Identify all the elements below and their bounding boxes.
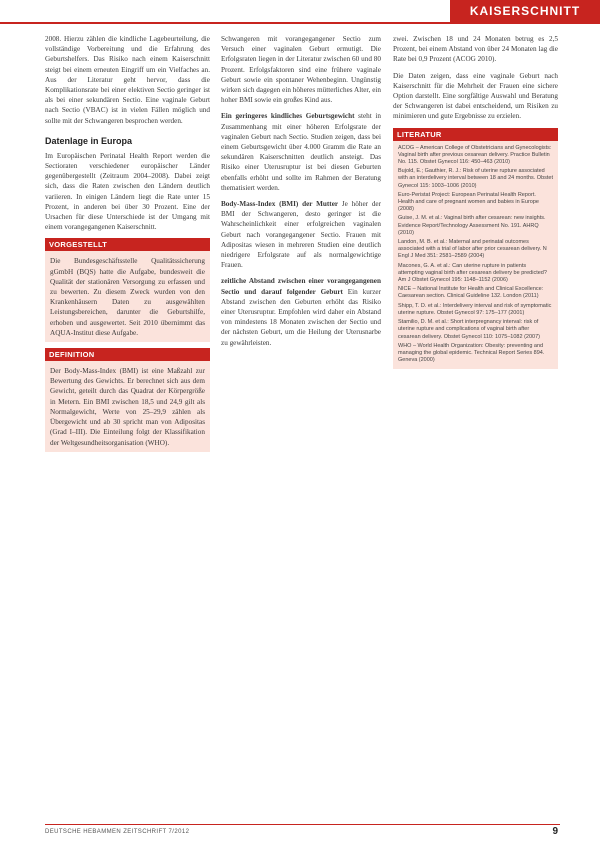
literature-entry: Stamilio, D. M. et al.: Short interpregnancy interval: risk of uterine rupture and complications of vaginal birth after cesarean delivery. Obstet Gynecol 110: 1075–1082 (2007) xyxy=(398,319,540,340)
literature-entry: WHO – World Health Organization: Obesity: preventing and managing the global epidemic. Technical Report Series 894. Geneva (2000) xyxy=(398,342,545,364)
footer-rule xyxy=(45,824,560,825)
literature-entry: Euro-Peristat Project: European Perinatal Health Report. Health and care of pregnant women and babies in Europe (2008) xyxy=(398,191,539,213)
birthweight-text: steht in Zusammenhang mit einer höheren Erfolgsrate der vaginalen Geburt nach Sectio. Studien zeigen, dass bei einem Geburtsgewicht über 4.000 Gramm die Rate an sekundären Kaiserschnitten deutlich ansteigt. Das Risiko einer Uterusruptur ist bei diesen Geburten ebenfalls erhöht und sollte im Rahmen der Beratung thematisiert werden. xyxy=(221,112,381,192)
heading-datenlage: Datenlage in Europa xyxy=(45,135,133,146)
column-left xyxy=(45,34,210,458)
bmi-emphasis: Body-Mass-Index (BMI) der Mutter xyxy=(221,200,339,209)
birthweight-emphasis: Ein geringeres kindliches Geburtsgewicht xyxy=(221,112,355,121)
journal-footer: DEUTSCHE HEBAMMEN ZEITSCHRIFT 7/2012 xyxy=(45,829,190,835)
literature-entry: NICE – National Institute for Health and Clinical Excellence: Caesarean section. Clinical Guideline 132. London (2011) xyxy=(398,286,544,300)
datenlage-paragraph: Im Europäischen Perinatal Health Report werden die Sectioraten verschiedener europäischer Länder gegenübergestellt (Zeitraum 2004–2008). Dabei zeigt sich, dass die Raten zwischen den Ländern deutlich variieren. In einigen Ländern liegt die Rate unter 15 Prozent, in anderen bei über 30 Prozent. Eine der Ursachen für diese Unterschiede ist der Umgang mit einem vorangegangenen Kaiserschnitt. xyxy=(45,151,210,232)
literature-entry: Macones, G. A. et al.: Can uterine rupture in patients attempting vaginal birth after cesarean delivery be predicted? Am J Obstet Gynecol 195: 1148–1152 (2006) xyxy=(398,262,547,284)
right-paragraph-1: zwei. Zwischen 18 und 24 Monaten betrug es 2,5 Prozent, bei einem Abstand von über 24 Monaten lag die Rate bei 0,9 Prozent (ACOG 2010). xyxy=(393,35,558,64)
interval-emphasis: zeitliche Abstand zwischen einer vorangegangenen Sectio und darauf folgender Geburt xyxy=(221,277,381,296)
vorgestellt-box xyxy=(45,251,210,342)
literature-entry: Guise, J. M. et al.: Vaginal birth after cesarean: new insights. Evidence Report/Technology Assessment No. 191. AHRQ (2010) xyxy=(398,215,546,236)
bmi-text: Je höher der BMI der Schwangeren, desto geringer ist die Wahrscheinlichkeit einer erfolgreichen vaginalen Geburt nach vorangegangener Sectio. Frauen mit Adipositas wiesen in mehreren Studien eine deutlich niedrigere Erfolgsrate auf als normalgewichtige Frauen. xyxy=(221,200,382,270)
intro-paragraph: 2008. Hierzu zählen die kindliche Lagebeurteilung, die vollständige Vorbereitung und die Erfahrung des Geburtshelfers. Das Risiko nach einem Kaiserschnitt steigt bei einem erneuten Eingriff um ein Vielfaches an. Aus der Literatur geht hervor, dass die Komplikationsrate bei einer elektiven Sectio geringer ist als bei einer sekundären Sectio. Eine vaginale Geburt nach Sectio (VBAC) ist in vielen Fällen möglich und sollte mit der Schwangeren besprochen werden. xyxy=(45,35,210,125)
definition-text: Der Body-Mass-Index (BMI) ist eine Maßzahl zur Bewertung des Gewichts. Er berechnet sich aus dem Gewicht, geteilt durch das Quadrat der Körpergröße in Metern. Ein BMI zwischen 18,5 und 24,9 gilt als Normalgewicht, Werte von 25–29,9 zählen als Übergewicht und ab 30 spricht man von Adipositas (Grad I–III). Die Einteilung folgt der Klassifikation der Weltgesundheitsorganisation (WHO). xyxy=(50,367,205,447)
literature-entry: ACOG – American College of Obstetricians and Gynecologists: Vaginal birth after previous cesarean delivery. Practice Bulletin No. 115. Obstet Gynecol 116: 450–463 (2010) xyxy=(398,144,552,166)
column-middle xyxy=(221,34,381,354)
literature-entry: Shipp, T. D. et al.: Interdelivery interval and risk of symptomatic uterine rupture. Obstet Gynecol 97: 175–177 (2001) xyxy=(398,302,552,316)
right-paragraph-2: Die Daten zeigen, dass eine vaginale Geburt nach Kaiserschnitt für die Mehrheit der Frauen eine sichere Option darstellt. Eine sorgfältige Auswahl und Beratung der Schwangeren ist dabei entscheidend, um Risiken zu minimieren und gute Ergebnisse zu erzielen. xyxy=(393,71,558,121)
definition-box xyxy=(45,361,210,452)
definition-label: DEFINITION xyxy=(45,348,210,361)
header-rule xyxy=(0,22,600,24)
literatur-label: LITERATUR xyxy=(393,128,558,141)
literature-entry: Landon, M. B. et al.: Maternal and perinatal outcomes associated with a trial of labor after prior cesarean delivery. N Engl J Med 351: 2581–2589 (2004) xyxy=(398,239,547,260)
interval-text: Ein kurzer Abstand zwischen den Geburten erhöht das Risiko einer Uterusruptur. Empfohlen wird daher ein Abstand von mindestens 18 Monaten zwischen der Sectio und der nächsten Geburt, um die Heilung der Uterusnarbe zu gewährleisten. xyxy=(221,287,381,347)
middle-paragraph-1: Schwangeren mit vorangegangener Sectio zum Versuch einer vaginalen Geburt ermutigt. Die Erfolgsraten liegen in der Literatur zwischen 60 und 80 Prozent. Erfolgsfaktoren sind eine frühere vaginale Geburt sowie ein spontaner Wehenbeginn. Ungünstig wirken sich dagegen ein höheres mütterliches Alter, ein hoher BMI sowie ein großes Kind aus. xyxy=(221,35,381,105)
literature-entry: Bujold, E.; Gauthier, R. J.: Risk of uterine rupture associated with an interdelivery interval between 18 and 24 months. Obstet Gynecol 115: 1003–1006 (2010) xyxy=(398,168,554,189)
column-right xyxy=(393,34,558,369)
middle-paragraph-3 xyxy=(221,199,381,270)
middle-paragraph-4 xyxy=(221,276,381,347)
vorgestellt-label: VORGESTELLT xyxy=(45,238,210,251)
vorgestellt-text: Die Bundesgeschäftsstelle Qualitätssicherung gGmbH (BQS) hatte die Aufgabe, bundesweit die Qualität der stationären Versorgung zu erfassen und zu bewerten. Zu diesem Zweck wurden von den Krankenhäusern Daten zu ausgewählten Leistungsbereichen, darunter die Geburtshilfe, erhoben und ausgewertet. Seit 2010 übernimmt das AQUA-Institut diese Aufgabe. xyxy=(50,257,205,337)
section-label: KAISERSCHNITT xyxy=(450,0,600,22)
middle-paragraph-2 xyxy=(221,111,381,193)
page-number: 9 xyxy=(552,826,558,837)
literatur-box xyxy=(393,141,558,370)
